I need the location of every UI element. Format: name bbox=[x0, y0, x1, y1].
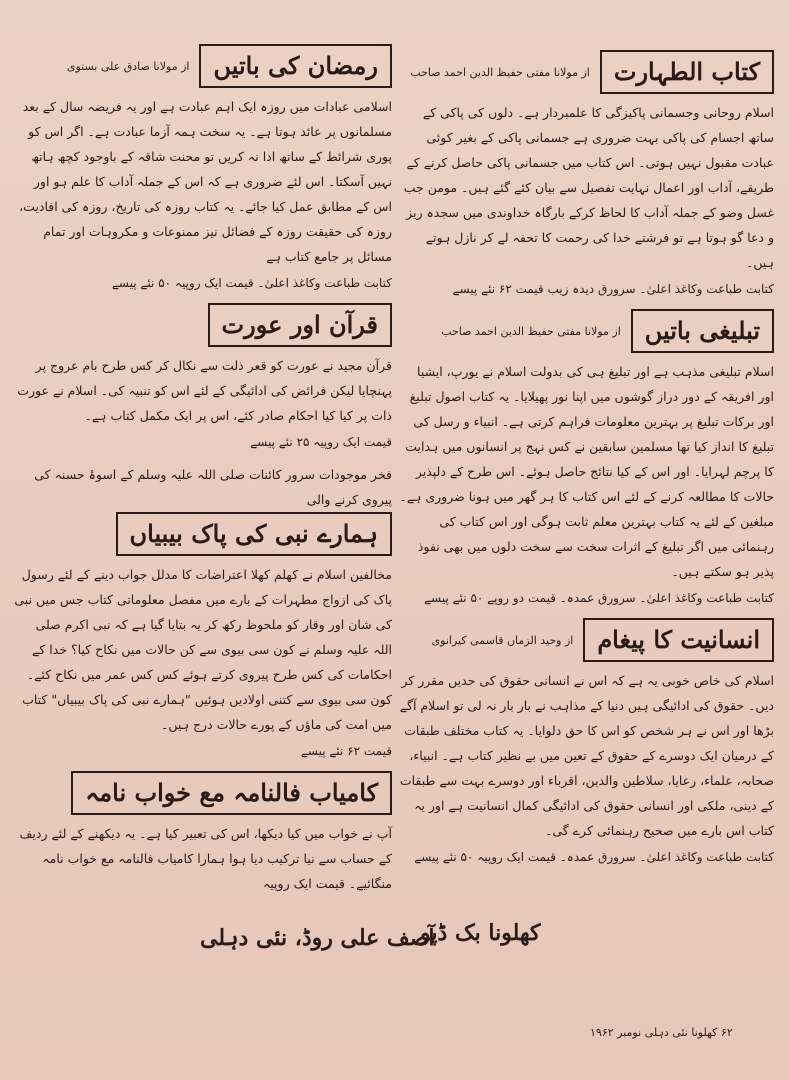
intro-nabi: فخر موجودات سرور کائنات صلی اللہ علیہ وسلم کے اسوۂ حسنہ کی پیروی کرنے والی bbox=[34, 467, 392, 507]
title-khwab: کامیاب فالنامہ مع خواب نامہ bbox=[71, 771, 392, 815]
title-nabi: ہمارے نبی کی پاک بیبیاں bbox=[116, 512, 393, 556]
price-insaniyat: کتابت طباعت وکاغذ اعلیٰ۔ سرورق عمدہ۔ قیمت ایک روپیہ ۵۰ نئے پیسے bbox=[414, 850, 774, 864]
section-insaniyat bbox=[398, 618, 774, 869]
body-insaniyat: اسلام کی خاص خوبی یہ ہے کہ اس نے انسانی حقوق کی حدیں مقرر کر دیں۔ حقوق کی ادائیگی ہیں دنیا کے مذاہب نے بار بار نہ لی تو اسلام آگے بڑھا اور اس نے ہر شخص کو اس کا حق دلوایا۔ یہ کتاب مختلف طبقات کے درمیان ایک دوسرے کے حقوق کے تعین میں بے نظیر کتاب ہے۔ انبیاء، صحابہ، علماء، رعایا، سلاطین والدین، اقرباء اور دوسرے بہت سے طبقات کے دینی، ملکی اور انسانی حقوق کی ادائیگی کمال انسانیت ہے اور یہ کتاب اس بارے میں صحیح رہنمائی کرے گی۔ bbox=[399, 673, 774, 838]
title-quran: قرآن اور عورت bbox=[208, 303, 392, 347]
section-taharat bbox=[398, 50, 774, 301]
body-nabi: مخالفین اسلام نے کھلم کھلا اعتراضات کا مدلل جواب دینے کے لئے رسول پاک کی ازواج مطہرات کے بارے میں مفصل معلوماتی کتاب جس میں نبی کی شان اور وقار کو ملحوظ رکھ کر یہ بتایا گیا ہے کہ نبی اکرم صلی اللہ علیہ وسلم نے کون سی بیوی سے کن حالات میں نکاح کیا؟ خدا کے احکامات کی کس طرح پیروی کرتے ہوئے کس کس عمر میں نکاح کئے۔ کون سی بیوی سے کتنی اولادیں ہوئیں "ہمارے نبی کی پاک بیبیاں" کتاب میں امت کی ماؤں کے پورے حالات درج ہیں۔ bbox=[14, 567, 392, 732]
section-ramzan bbox=[14, 44, 392, 295]
section-nabi bbox=[14, 462, 392, 763]
section-tablighi bbox=[398, 309, 774, 610]
title-ramzan: رمضان کی باتیں bbox=[199, 44, 392, 88]
price-taharat: کتابت طباعت وکاغذ اعلیٰ۔ سرورق دیدہ زیب قیمت ۶۲ نئے پیسے bbox=[452, 282, 774, 296]
right-column bbox=[398, 50, 774, 877]
author-tablighi: از مولانا مفتی حفیظ الدین احمد صاحب bbox=[441, 324, 621, 338]
author-taharat: از مولانا مفتی حفیظ الدین احمد صاحب bbox=[410, 65, 590, 79]
author-insaniyat: از وحید الزماں قاسمی کیرانوی bbox=[431, 633, 574, 647]
title-insaniyat: انسانیت کا پیغام bbox=[583, 618, 774, 662]
price-ramzan: کتابت طباعت وکاغذ اعلیٰ۔ قیمت ایک روپیہ ۵۰ نئے پیسے bbox=[111, 276, 392, 290]
author-ramzan: از مولانا صادق علی بستوی bbox=[66, 59, 190, 73]
body-quran: قرآن مجید نے عورت کو قعر ذلت سے نکال کر کس طرح بام عروج پر پہنچایا لیکن فرائض کی ادائیگی کے لئے اس کو تنبیہ کی۔ اسلام نے عورت ذات پر کیا کیا احکام صادر کئے، اس پر ایک مکمل کتاب ہے۔ bbox=[17, 358, 392, 423]
body-ramzan: اسلامی عبادات میں روزہ ایک اہم عبادت ہے اور یہ فریضہ سال کے بعد مسلمانوں پر عائد ہوتا ہے۔ یہ سخت ہمہ آزما عبادت ہے۔ اگر اس کو پوری شرائط کے ساتھ ادا نہ کریں تو محنت شاقہ کے باوجود کچھ ہاتھ نہیں آسکتا۔ اس لئے ضروری ہے کہ اس کے جملہ آداب کا علم ہو اور اس کے مطابق عمل کیا جائے۔ یہ کتاب روزہ کی تاریخ، روزہ کی افادیت، روزہ کی حقیقت روزہ کے فضائل نیز ممنوعات و مکروہات اور تمام مسائل پر جامع کتاب ہے bbox=[19, 99, 392, 264]
title-tablighi: تبلیغی باتیں bbox=[631, 309, 774, 353]
left-column bbox=[14, 44, 392, 904]
page-footer: ۶۲ کھلونا نئی دہلی نومبر ۱۹۶۲ bbox=[590, 1026, 733, 1039]
publisher-address: آصف علی روڈ، نئی دہلی bbox=[200, 925, 435, 951]
title-taharat: کتاب الطہارت bbox=[600, 50, 774, 94]
price-nabi: قیمت ۶۲ نئے پیسے bbox=[300, 744, 392, 758]
body-tablighi: اسلام تبلیغی مذہب ہے اور تبلیغ ہی کی بدولت اسلام نے یورپ، ایشیا اور افریقہ کے دور دراز گوشوں میں اپنا نور پھیلایا۔ یہ کتاب اصول تبلیغ اور برکات تبلیغ پر بہترین معلومات فراہم کرتی ہے۔ انبیاء و رسل کی تبلیغ کا انداز کیا تھا مسلمین سابقین نے کس نہج پر انسانوں میں ہدایت کا پرچم لہرایا۔ اور اس کے کیا نتائج حاصل ہوئے۔ اس طرح کے دلپذیر حالات کا مطالعہ کرنے کے لئے اس کتاب کا ہر گھر میں ہونا ضروری ہے۔ مبلغین کے لئے یہ کتاب بہترین معلم ثابت ہوگی اور اس کتاب کی رہنمائی میں اگر تبلیغ کے اثرات سخت سے سخت دلوں میں بھی نفوذ پذیر ہو سکتے ہیں۔ bbox=[399, 364, 774, 579]
section-quran bbox=[14, 303, 392, 454]
price-quran: قیمت ایک روپیہ ۲۵ نئے پیسے bbox=[250, 435, 392, 449]
publisher-name: کھلونا بک ڈپو bbox=[420, 920, 541, 946]
body-khwab: آپ نے خواب میں کیا دیکھا، اس کی تعبیر کیا ہے۔ یہ دیکھنے کے لئے ردیف کے حساب سے نیا ترکیب دیا ہوا ہمارا کامیاب فالنامہ مع خواب نامہ منگائیے۔ قیمت ایک روپیہ bbox=[19, 826, 392, 891]
section-khwab bbox=[14, 771, 392, 896]
price-tablighi: کتابت طباعت وکاغذ اعلیٰ۔ سرورق عمدہ۔ قیمت دو روپے ۵۰ نئے پیسے bbox=[424, 591, 774, 605]
body-taharat: اسلام روحانی وجسمانی پاکیزگی کا علمبردار ہے۔ دلوں کی پاکی کے ساتھ اجسام کی پاکی بہت ضروری ہے جسمانی پاکی کے بغیر کوئی عبادت مقبول نہیں ہوتی۔ اس کتاب میں جسمانی پاکی حاصل کرنے کے طریقے، آداب اور اعمال نہایت تفصیل سے بیان کئے گئے ہیں۔ مومن جب غسل وضو کے جملہ آداب کا لحاظ کرکے بارگاہ خداوندی میں سجدہ ریز و دعا گو ہوتا ہے تو فرشتے خدا کی رحمت کا تحفہ لے کر نازل ہوتے ہیں۔ bbox=[403, 105, 774, 270]
